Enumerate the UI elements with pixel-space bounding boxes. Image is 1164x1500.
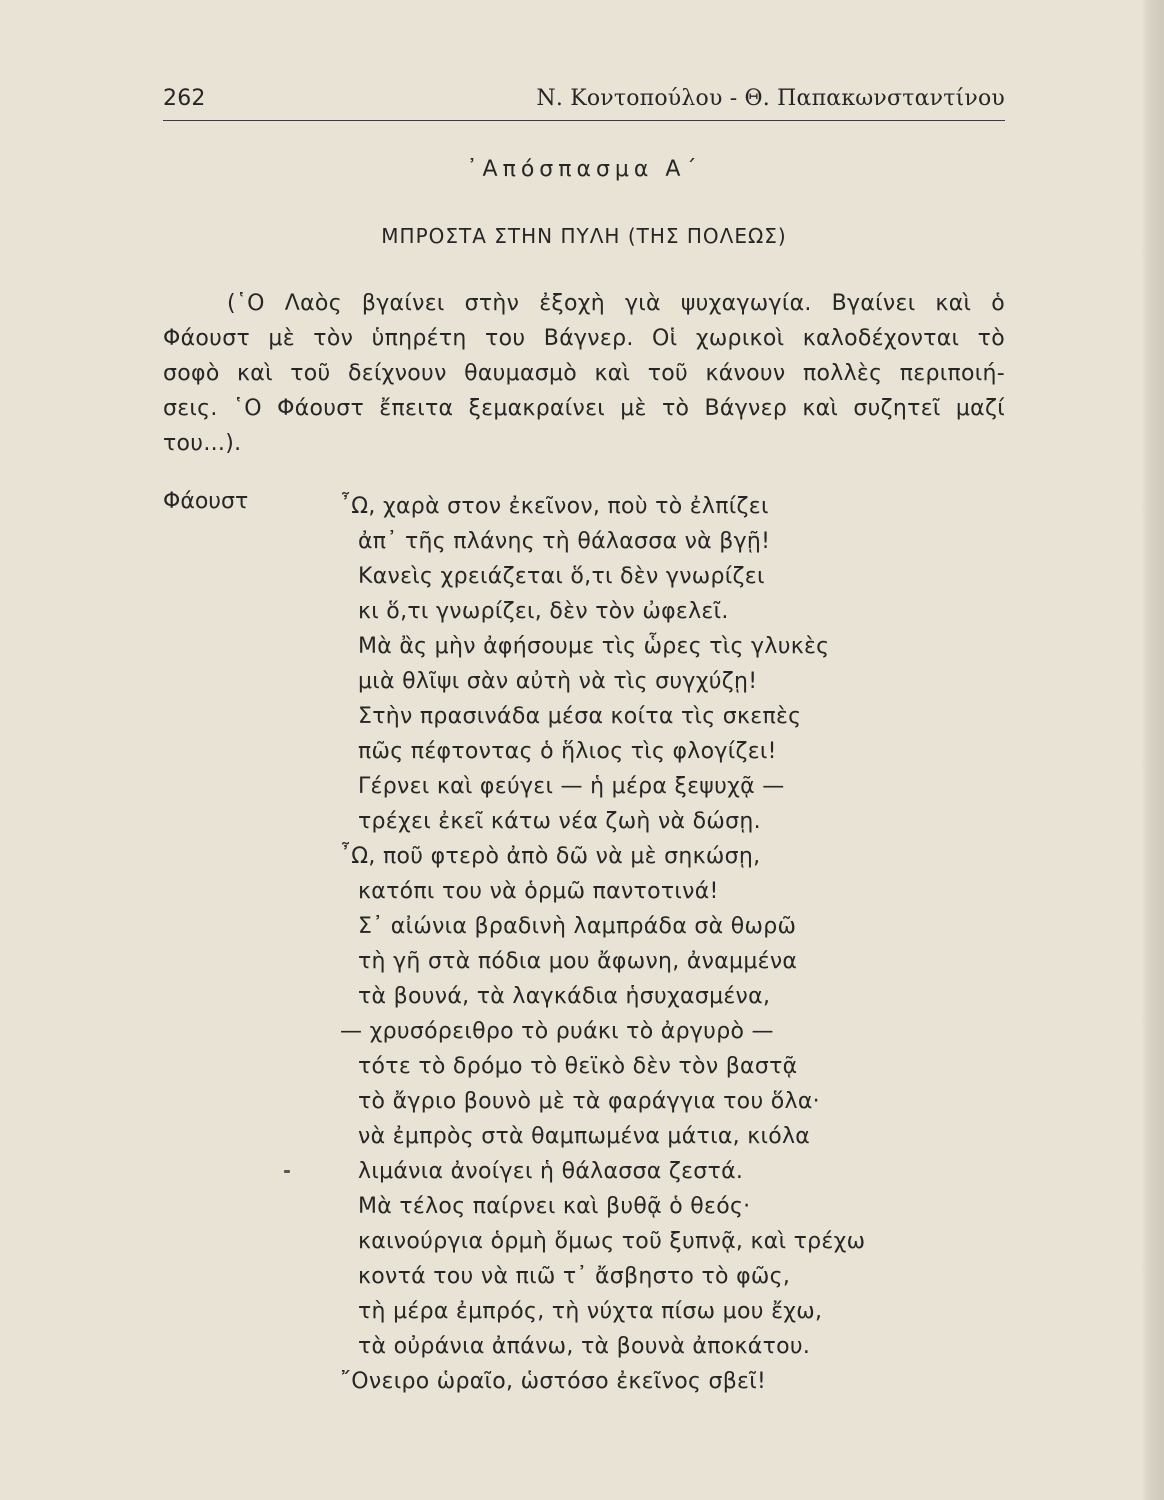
verse-line: λιμάνια ἀνοίγει ἡ θάλασσα ζεστά. [358, 1159, 744, 1184]
verse-line: τὸ ἄγριο βουνὸ μὲ τὰ φαράγγια του ὅλα· [358, 1089, 820, 1114]
verse-line: — χρυσόρειθρο τὸ ρυάκι τὸ ἀργυρὸ — [340, 1019, 774, 1044]
verse-line: ῏Ω, ποῦ φτερὸ ἀπὸ δῶ νὰ μὲ σηκώσῃ, [340, 844, 761, 869]
verse-line: Σ᾿ αἰώνια βραδινὴ λαμπράδα σὰ θωρῶ [358, 914, 797, 939]
verse-line: Μὰ τέλος παίρνει καὶ βυθᾷ ὁ θεός· [358, 1194, 751, 1219]
verse-line: πῶς πέφτοντας ὁ ἥλιος τὶς φλογίζει! [358, 739, 777, 764]
verse-line: κι ὅ,τι γνωρίζει, δὲν τὸν ὠφελεῖ. [358, 599, 729, 624]
verse-line: κατόπι του νὰ ὁρμῶ παντοτινά! [358, 879, 719, 904]
page-number: 262 [163, 86, 206, 111]
verse-line: ῎Ονειρο ὡραῖο, ὡστόσο ἐκεῖνος σβεῖ! [340, 1369, 767, 1394]
section-title: ᾿Απόσπασμα Α΄ [466, 157, 702, 182]
stage-direction-line: (῾Ο Λαὸς βγαίνει στὴν ἐξοχὴ γιὰ ψυχαγωγία. Βγαίνει καὶ ὁ [227, 291, 1005, 316]
page-edge [1142, 0, 1164, 1500]
verse-line: Κανεὶς χρειάζεται ὅ,τι δὲν γνωρίζει [358, 564, 765, 589]
speaker-name: Φάουστ [163, 489, 249, 514]
verse-line: ῏Ω, χαρὰ στον ἐκεῖνον, ποὺ τὸ ἐλπίζει [340, 494, 769, 519]
verse-line: μιὰ θλῖψι σὰν αὐτὴ νὰ τὶς συγχύζῃ! [358, 669, 758, 694]
stage-direction-line: του...). [163, 431, 242, 456]
print-mark [284, 1170, 290, 1173]
verse-line: Γέρνει καὶ φεύγει — ἡ μέρα ξεψυχᾷ — [358, 774, 785, 799]
stage-direction-line: σεις. ῾Ο Φάουστ ἔπειτα ξεμακραίνει μὲ τὸ Βάγνερ καὶ συζητεῖ μαζί [163, 396, 1005, 421]
verse-line: κοντά του νὰ πιῶ τ᾿ ἄσβηστο τὸ φῶς, [358, 1264, 791, 1289]
stage-direction-line: σοφὸ καὶ τοῦ δείχνουν θαυμασμὸ καὶ τοῦ κάνουν πολλὲς περιποιή- [163, 361, 1005, 386]
verse-line: τὴ γῆ στὰ πόδια μου ἄφωνη, ἀναμμένα [358, 949, 798, 974]
verse-line: τότε τὸ δρόμο τὸ θεϊκὸ δὲν τὸν βαστᾷ [358, 1054, 798, 1079]
running-header [163, 86, 1005, 121]
verse-block [340, 489, 980, 1399]
verse-line: Μὰ ἂς μὴν ἀφήσουμε τὶς ὧρες τὶς γλυκὲς [358, 634, 830, 659]
verse-line: νὰ ἐμπρὸς στὰ θαμπωμένα μάτια, κιόλα [358, 1124, 811, 1149]
verse-line: Στὴν πρασινάδα μέσα κοίτα τὶς σκεπὲς [358, 704, 802, 729]
stage-direction-line: Φάουστ μὲ τὸν ὑπηρέτη του Βάγνερ. Οἱ χωρικοὶ καλοδέχονται τὸ [163, 326, 1005, 351]
verse-line: τρέχει ἐκεῖ κάτω νέα ζωὴ νὰ δώσῃ. [358, 809, 761, 834]
verse-line: καινούργια ὁρμὴ ὅμως τοῦ ξυπνᾷ, καὶ τρέχω [358, 1229, 866, 1254]
verse-line: τὴ μέρα ἐμπρός, τὴ νύχτα πίσω μου ἔχω, [358, 1299, 823, 1324]
verse-line: τὰ βουνά, τὰ λαγκάδια ἡσυχασμένα, [358, 984, 771, 1009]
scene-heading: ΜΠΡΟΣΤΑ ΣΤΗΝ ΠΥΛΗ (ΤΗΣ ΠΟΛΕΩΣ) [381, 224, 787, 248]
header-authors: Ν. Κοντοπούλου - Θ. Παπακωνσταντίνου [536, 86, 1005, 111]
verse-line: ἀπ᾿ τῆς πλάνης τὴ θάλασσα νὰ βγῇ! [358, 529, 771, 554]
stage-direction [163, 286, 1005, 461]
verse-line: τὰ οὐράνια ἀπάνω, τὰ βουνὰ ἀποκάτου. [358, 1334, 811, 1359]
